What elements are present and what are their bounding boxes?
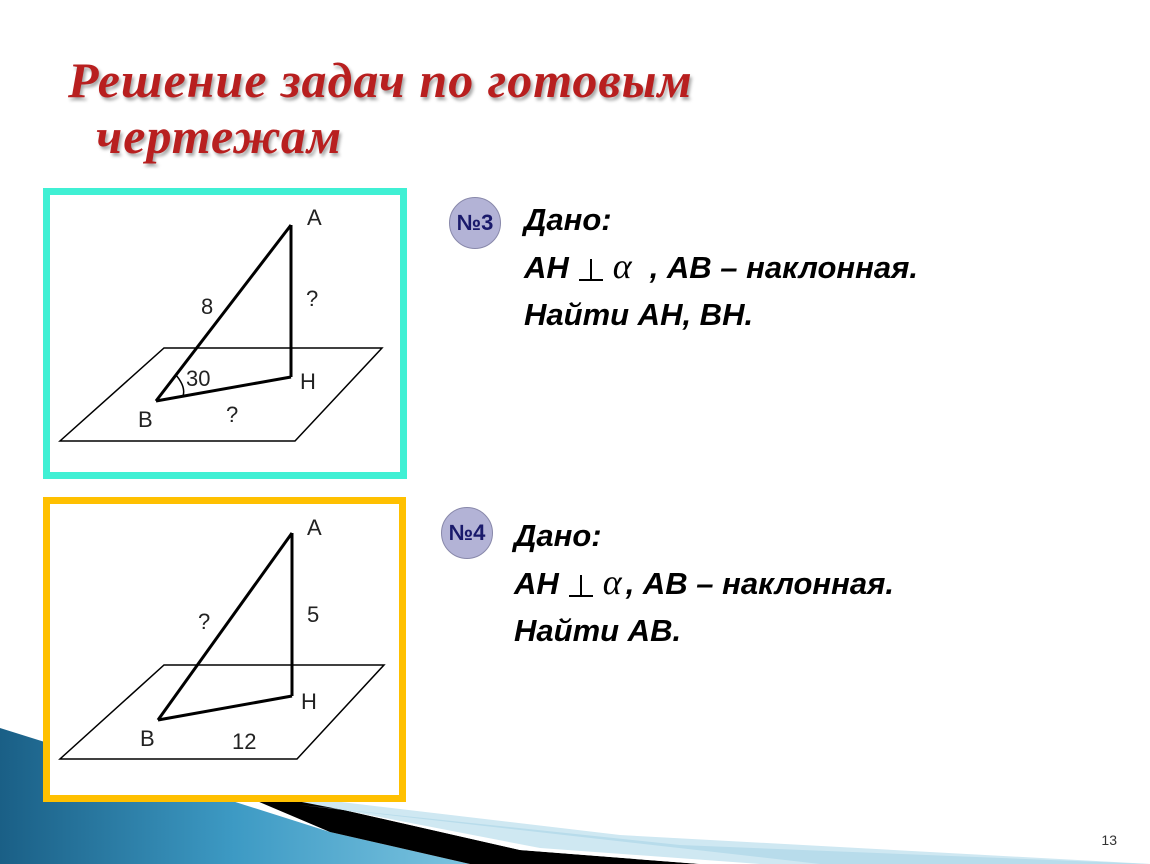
figure-task-4 [43, 497, 406, 802]
perpendicular-icon [579, 257, 603, 281]
task-4-condition-start: АН [514, 566, 559, 601]
angle-label: 30 [186, 366, 211, 391]
plane-alpha [60, 665, 384, 759]
task-3-badge: №3 [449, 197, 501, 249]
task-4-given: Дано: [514, 518, 602, 553]
segment-ab [158, 533, 292, 720]
task-3-condition-end: , АВ – наклонная. [649, 250, 918, 285]
task-3-condition-start: АН [524, 250, 569, 285]
task-4-find: Найти АВ. [514, 613, 682, 648]
task-3-text [524, 196, 918, 338]
length-bh-label: 12 [232, 729, 257, 754]
task-4-plane-symbol: α [602, 562, 622, 602]
task-3-condition [524, 243, 918, 291]
figure-task-3 [43, 188, 407, 479]
point-h-label: H [301, 689, 317, 714]
figure-3-drawing [50, 195, 400, 472]
task-3-given: Дано: [524, 202, 612, 237]
perpendicular-icon [569, 573, 593, 597]
figure-4-drawing [50, 504, 399, 795]
point-a-label: A [307, 205, 322, 230]
page-number: 13 [1101, 832, 1117, 848]
task-4-condition [514, 559, 894, 607]
task-4-condition-end: , АВ – наклонная. [625, 566, 894, 601]
length-ah-label: ? [306, 286, 319, 311]
task-3-find: Найти АН, ВН. [524, 297, 754, 332]
segment-bh [156, 377, 291, 401]
length-ah-label: 5 [307, 602, 320, 627]
task-4-badge: №4 [441, 507, 493, 559]
point-h-label: H [300, 369, 316, 394]
slide-title-line2: чертежам [96, 108, 343, 164]
length-ab-label: 8 [201, 294, 214, 319]
length-bh-label: ? [226, 402, 239, 427]
task-3-plane-symbol: α [612, 246, 632, 286]
task-4-text [514, 512, 894, 654]
point-b-label: B [140, 726, 155, 751]
angle-arc [176, 375, 184, 396]
slide-title [68, 52, 693, 164]
segment-bh [158, 696, 292, 720]
segment-ab [156, 225, 291, 401]
point-a-label: A [307, 515, 322, 540]
point-b-label: B [138, 407, 153, 432]
slide-title-line1: Решение задач по готовым [68, 52, 693, 108]
length-ab-label: ? [198, 609, 211, 634]
plane-alpha [60, 348, 382, 441]
